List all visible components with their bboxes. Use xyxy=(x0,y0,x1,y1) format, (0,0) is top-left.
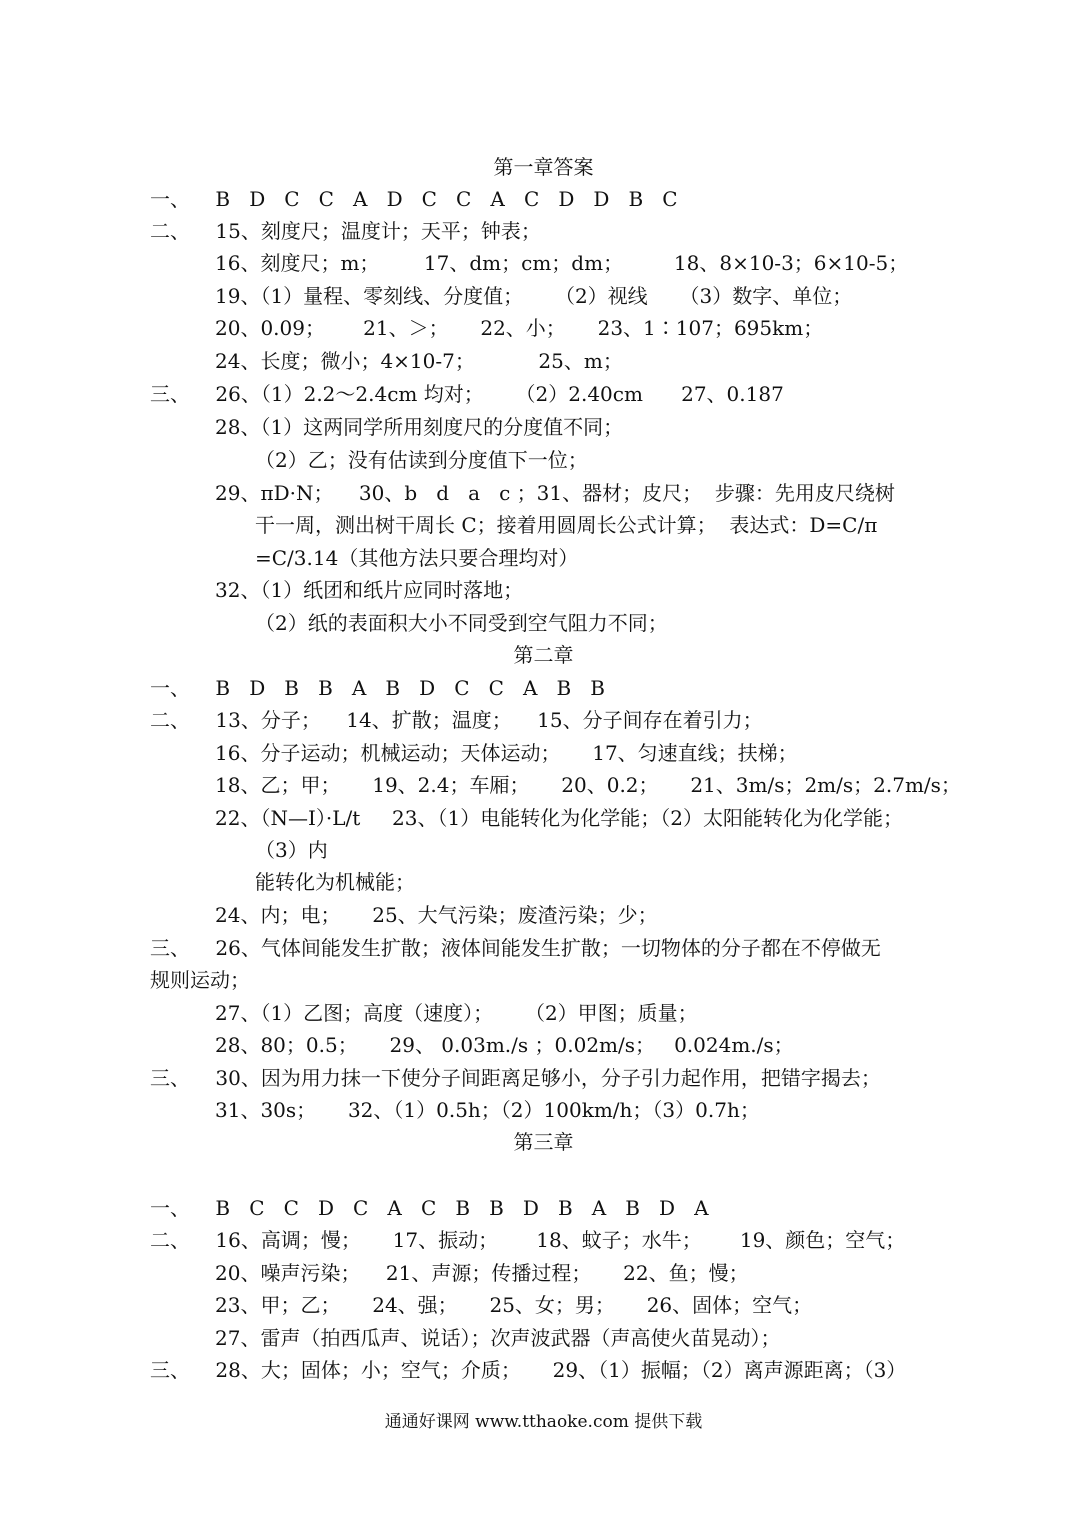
answer-line: 二、 16、高调；慢； 17、振动； 18、蚊子；水牛； 19、颜色；空气； xyxy=(150,1228,906,1252)
answer-line: 二、 15、刻度尺；温度计；天平；钟表； xyxy=(150,219,541,243)
answer-line: 24、内；电； 25、大气污染；废渣污染；少； xyxy=(215,903,658,927)
answer-line: 20、噪声污染； 21、声源；传播过程； 22、鱼；慢； xyxy=(215,1261,749,1285)
answer-line: 一、 B C C D C A C B B D B A B D A xyxy=(150,1196,709,1220)
chapter3-title: 第三章 xyxy=(513,1130,574,1154)
answer-line: （2）纸的表面积大小不同受到空气阻力不同； xyxy=(255,611,668,635)
answer-line: （3）内 xyxy=(255,838,328,862)
answer-line: 三、 26、（1）2.2～2.4cm 均对； （2）2.40cm 27、0.187 xyxy=(150,382,784,406)
answer-line: 28、80；0.5； 29、 0.03m./s ；0.02m/s； 0.024m./s； xyxy=(215,1033,794,1057)
answer-line: 规则运动； xyxy=(150,968,250,992)
answer-line: 20、0.09； 21、＞； 22、小； 23、1∶107；695km； xyxy=(215,316,824,340)
answer-line: =C/3.14（其他方法只要合理均对） xyxy=(255,546,579,570)
answer-line: 29、πD·N； 30、b d a c ；31、器材；皮尺； 步骤：先用皮尺绕树 xyxy=(215,481,895,505)
answer-line: 24、长度；微小；4×10-7； 25、m； xyxy=(215,349,623,373)
answer-line: 18、乙；甲； 19、2.4；车厢； 20、0.2； 21、3m/s；2m/s；2.7m/s； xyxy=(215,773,961,797)
answer-line: 31、30s； 32、（1）0.5h；（2）100km/h；（3）0.7h； xyxy=(215,1098,760,1122)
answer-line: 一、 B D C C A D C C A C D D B C xyxy=(150,187,678,211)
answer-line: 能转化为机械能； xyxy=(255,870,415,894)
footer-credit: 通通好课网 www.tthaoke.com 提供下载 xyxy=(384,1412,703,1432)
answer-line: 一、 B D B B A B D C C A B B xyxy=(150,676,605,700)
answer-line: 23、甲；乙； 24、强； 25、女；男； 26、固体；空气； xyxy=(215,1293,813,1317)
answer-line: 32、（1）纸团和纸片应同时落地； xyxy=(215,578,524,602)
answer-line: 19、（1）量程、零刻线、分度值； （2）视线 （3）数字、单位； xyxy=(215,284,853,308)
answer-line: （2）乙；没有估读到分度值下一位； xyxy=(255,448,588,472)
answer-line: 三、 28、大；固体；小；空气；介质； 29、（1）振幅；（2）离声源距离；（3） xyxy=(150,1358,907,1382)
answer-line: 22、（N—I）·L/t 23、（1）电能转化为化学能；（2）太阳能转化为化学能； xyxy=(215,806,903,830)
answer-line: 27、雷声（拍西瓜声、说话）；次声波武器（声高使火苗晃动）； xyxy=(215,1326,781,1350)
answer-line: 二、 13、分子； 14、扩散；温度； 15、分子间存在着引力； xyxy=(150,708,763,732)
answer-line: 三、 26、气体间能发生扩散；液体间能发生扩散；一切物体的分子都在不停做无 xyxy=(150,936,881,960)
answer-line: 27、（1）乙图；高度（速度）； （2）甲图；质量； xyxy=(215,1001,698,1025)
answer-line: 干一周，测出树干周长 C；接着用圆周长公式计算； 表达式：D=C/π xyxy=(255,513,878,537)
answer-line: 28、（1）这两同学所用刻度尺的分度值不同； xyxy=(215,415,624,439)
answer-line: 16、分子运动；机械运动；天体运动； 17、匀速直线；扶梯； xyxy=(215,741,798,765)
chapter1-title: 第一章答案 xyxy=(493,155,594,179)
answer-line: 16、刻度尺；m； 17、dm；cm；dm； 18、8×10-3；6×10-5； xyxy=(215,251,909,275)
chapter2-title: 第二章 xyxy=(513,643,574,667)
answer-line: 三、 30、因为用力抹一下使分子间距离足够小，分子引力起作用，把错字揭去； xyxy=(150,1066,881,1090)
